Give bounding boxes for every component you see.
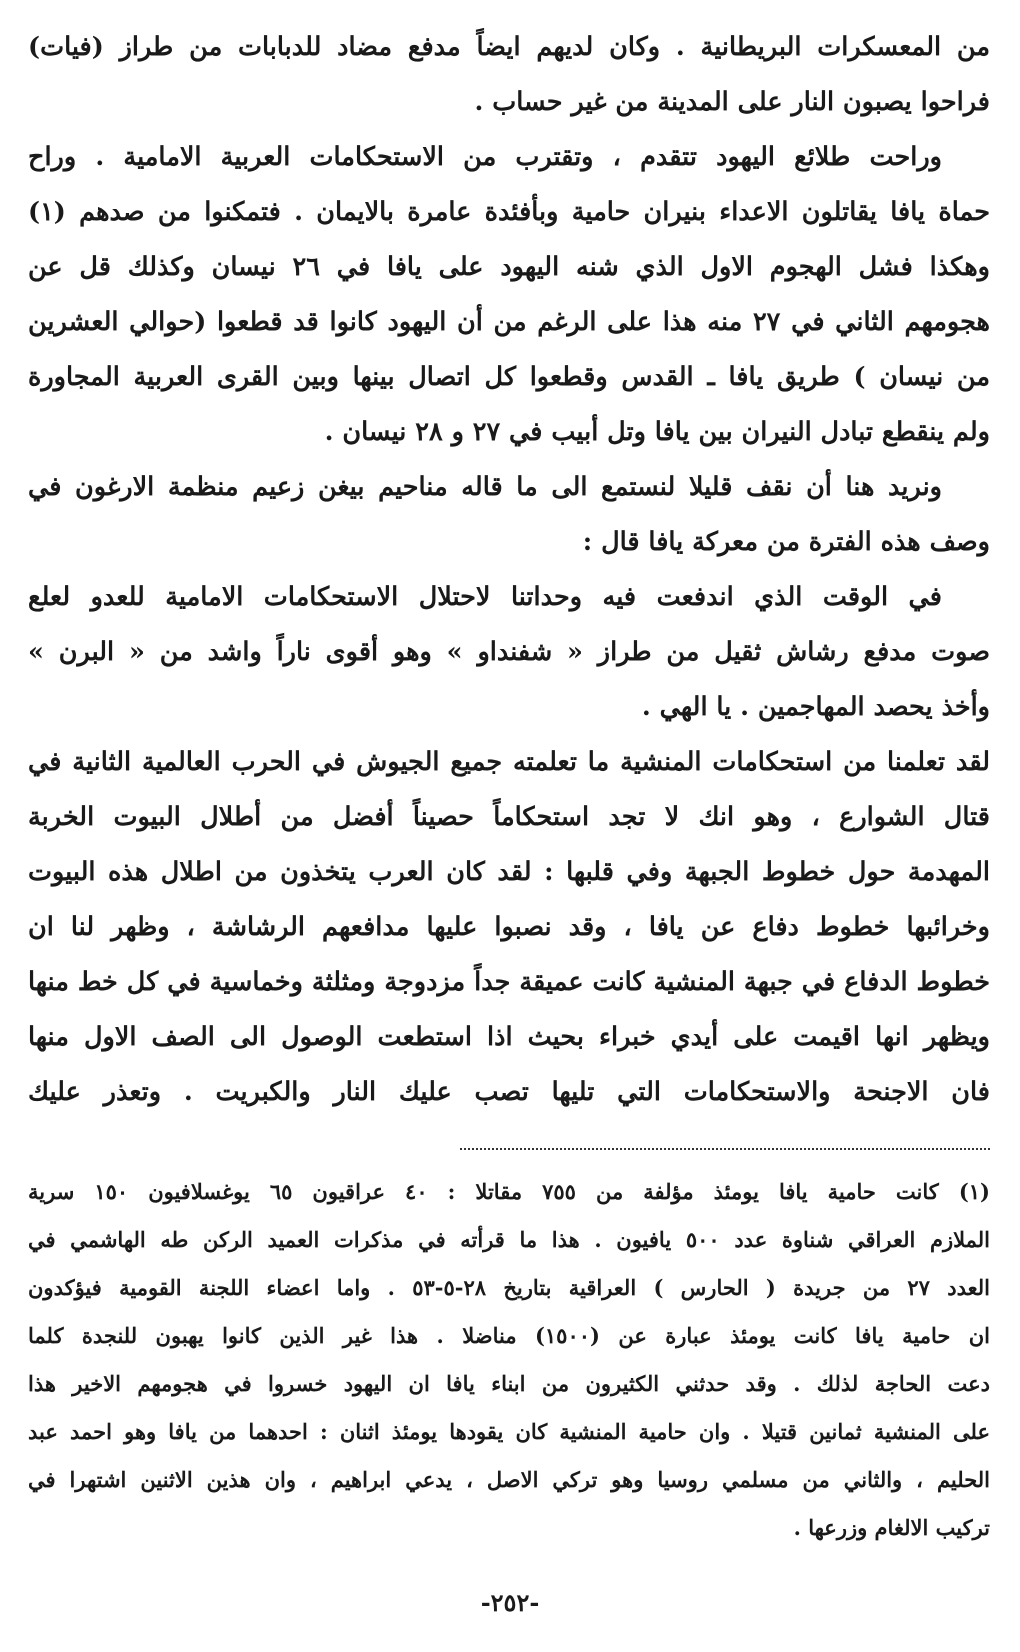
footnote-line: دعت الحاجة لذلك . وقد حدثني الكثيرون من ابناء يافا ان اليهود خسروا في هجومهم الاخير هذا xyxy=(28,1371,990,1396)
body-line: من المعسكرات البريطانية . وكان لديهم ايضاً مدفع مضاد للدبابات من طراز (فيات) xyxy=(28,32,990,62)
body-line: خطوط الدفاع في جبهة المنشية كانت عميقة جداً مزدوجة ومثلثة وخماسية في كل خط منها xyxy=(28,967,990,997)
body-text xyxy=(28,20,990,1120)
body-line: قتال الشوارع ، وهو انك لا تجد استحكاماً حصيناً أفضل من أطلال البيوت الخربة xyxy=(28,802,990,832)
footnote-line: العدد ٢٧ من جريدة ( الحارس ) العراقية بتاريخ ٢٨-٥-٥٣ . واما اعضاء اللجنة القومية فيؤكدون xyxy=(28,1275,990,1300)
body-line: وصف هذه الفترة من معركة يافا قال : xyxy=(582,527,990,557)
body-line: فراحوا يصبون النار على المدينة من غير حساب . xyxy=(474,87,990,117)
footnote-line: تركيب الالغام وزرعها . xyxy=(793,1515,990,1540)
page-number: -٢٥٢- xyxy=(480,1588,540,1617)
body-line: فان الاجنحة والاستحكامات التي تليها تصب عليك النار والكبريت . وتعذر عليك xyxy=(28,1077,990,1107)
footnote-divider xyxy=(460,1148,990,1150)
body-line: صوت مدفع رشاش ثقيل من طراز « شفنداو » وهو أقوى ناراً واشد من « البرن » xyxy=(28,637,990,667)
body-line: ولم ينقطع تبادل النيران بين يافا وتل أبيب في ٢٧ و ٢٨ نيسان . xyxy=(324,417,990,447)
body-line: المهدمة حول خطوط الجبهة وفي قلبها : لقد كان العرب يتخذون من اطلال هذه البيوت xyxy=(28,857,990,887)
body-line: حماة يافا يقاتلون الاعداء بنيران حامية وبأفئدة عامرة بالايمان . فتمكنوا من صدهم (١) xyxy=(28,197,990,227)
body-line: في الوقت الذي اندفعت فيه وحداتنا لاحتلال الاستحكامات الامامية للعدو لعلع xyxy=(28,582,942,612)
footnote-line: الملازم العراقي شناوة عدد ٥٠٠ يافيون . هذا ما قرأته في مذكرات العميد الركن طه الهاشمي في xyxy=(28,1227,990,1252)
body-line: هجومهم الثاني في ٢٧ منه هذا على الرغم من أن اليهود كانوا قد قطعوا (حوالي العشرين xyxy=(28,307,990,337)
body-line: ويظهر انها اقيمت على أيدي خبراء بحيث اذا استطعت الوصول الى الصف الاول منها xyxy=(28,1022,990,1052)
body-line: وراحت طلائع اليهود تتقدم ، وتقترب من الاستحكامات العربية الامامية . وراح xyxy=(28,142,942,172)
footnote-line: (١) كانت حامية يافا يومئذ مؤلفة من ٧٥٥ مقاتلا : ٤٠ عراقيون ٦٥ يوغسلافيون ١٥٠ سرية xyxy=(28,1179,990,1204)
body-line: لقد تعلمنا من استحكامات المنشية ما تعلمته جميع الجيوش في الحرب العالمية الثانية في xyxy=(28,747,990,777)
body-line: وأخذ يحصد المهاجمين . يا الهي . xyxy=(641,692,990,722)
body-line: وخرائبها خطوط دفاع عن يافا ، وقد نصبوا عليها مدافعهم الرشاشة ، وظهر لنا ان xyxy=(28,912,990,942)
footnote-line: ان حامية يافا كانت يومئذ عبارة عن (١٥٠٠) مناضلا . هذا غير الذين كانوا يهبون للنجدة كلما xyxy=(28,1323,990,1348)
footnotes xyxy=(28,1168,990,1552)
body-line: ونريد هنا أن نقف قليلا لنستمع الى ما قاله مناحيم بيغن زعيم منظمة الارغون في xyxy=(28,472,942,502)
footnote-line: على المنشية ثمانين قتيلا . وان حامية المنشية كان يقودها يومئذ اثنان : احدهما من يافا وهو احمد عبد xyxy=(28,1419,990,1444)
footnote-line: الحليم ، والثاني من مسلمي روسيا وهو تركي الاصل ، يدعي ابراهيم ، وان هذين الاثنين اشتهرا في xyxy=(28,1467,990,1492)
body-line: وهكذا فشل الهجوم الاول الذي شنه اليهود على يافا في ٢٦ نيسان وكذلك قل عن xyxy=(28,252,990,282)
body-line: من نيسان ) طريق يافا ـ القدس وقطعوا كل اتصال بينها وبين القرى العربية المجاورة xyxy=(28,362,990,392)
